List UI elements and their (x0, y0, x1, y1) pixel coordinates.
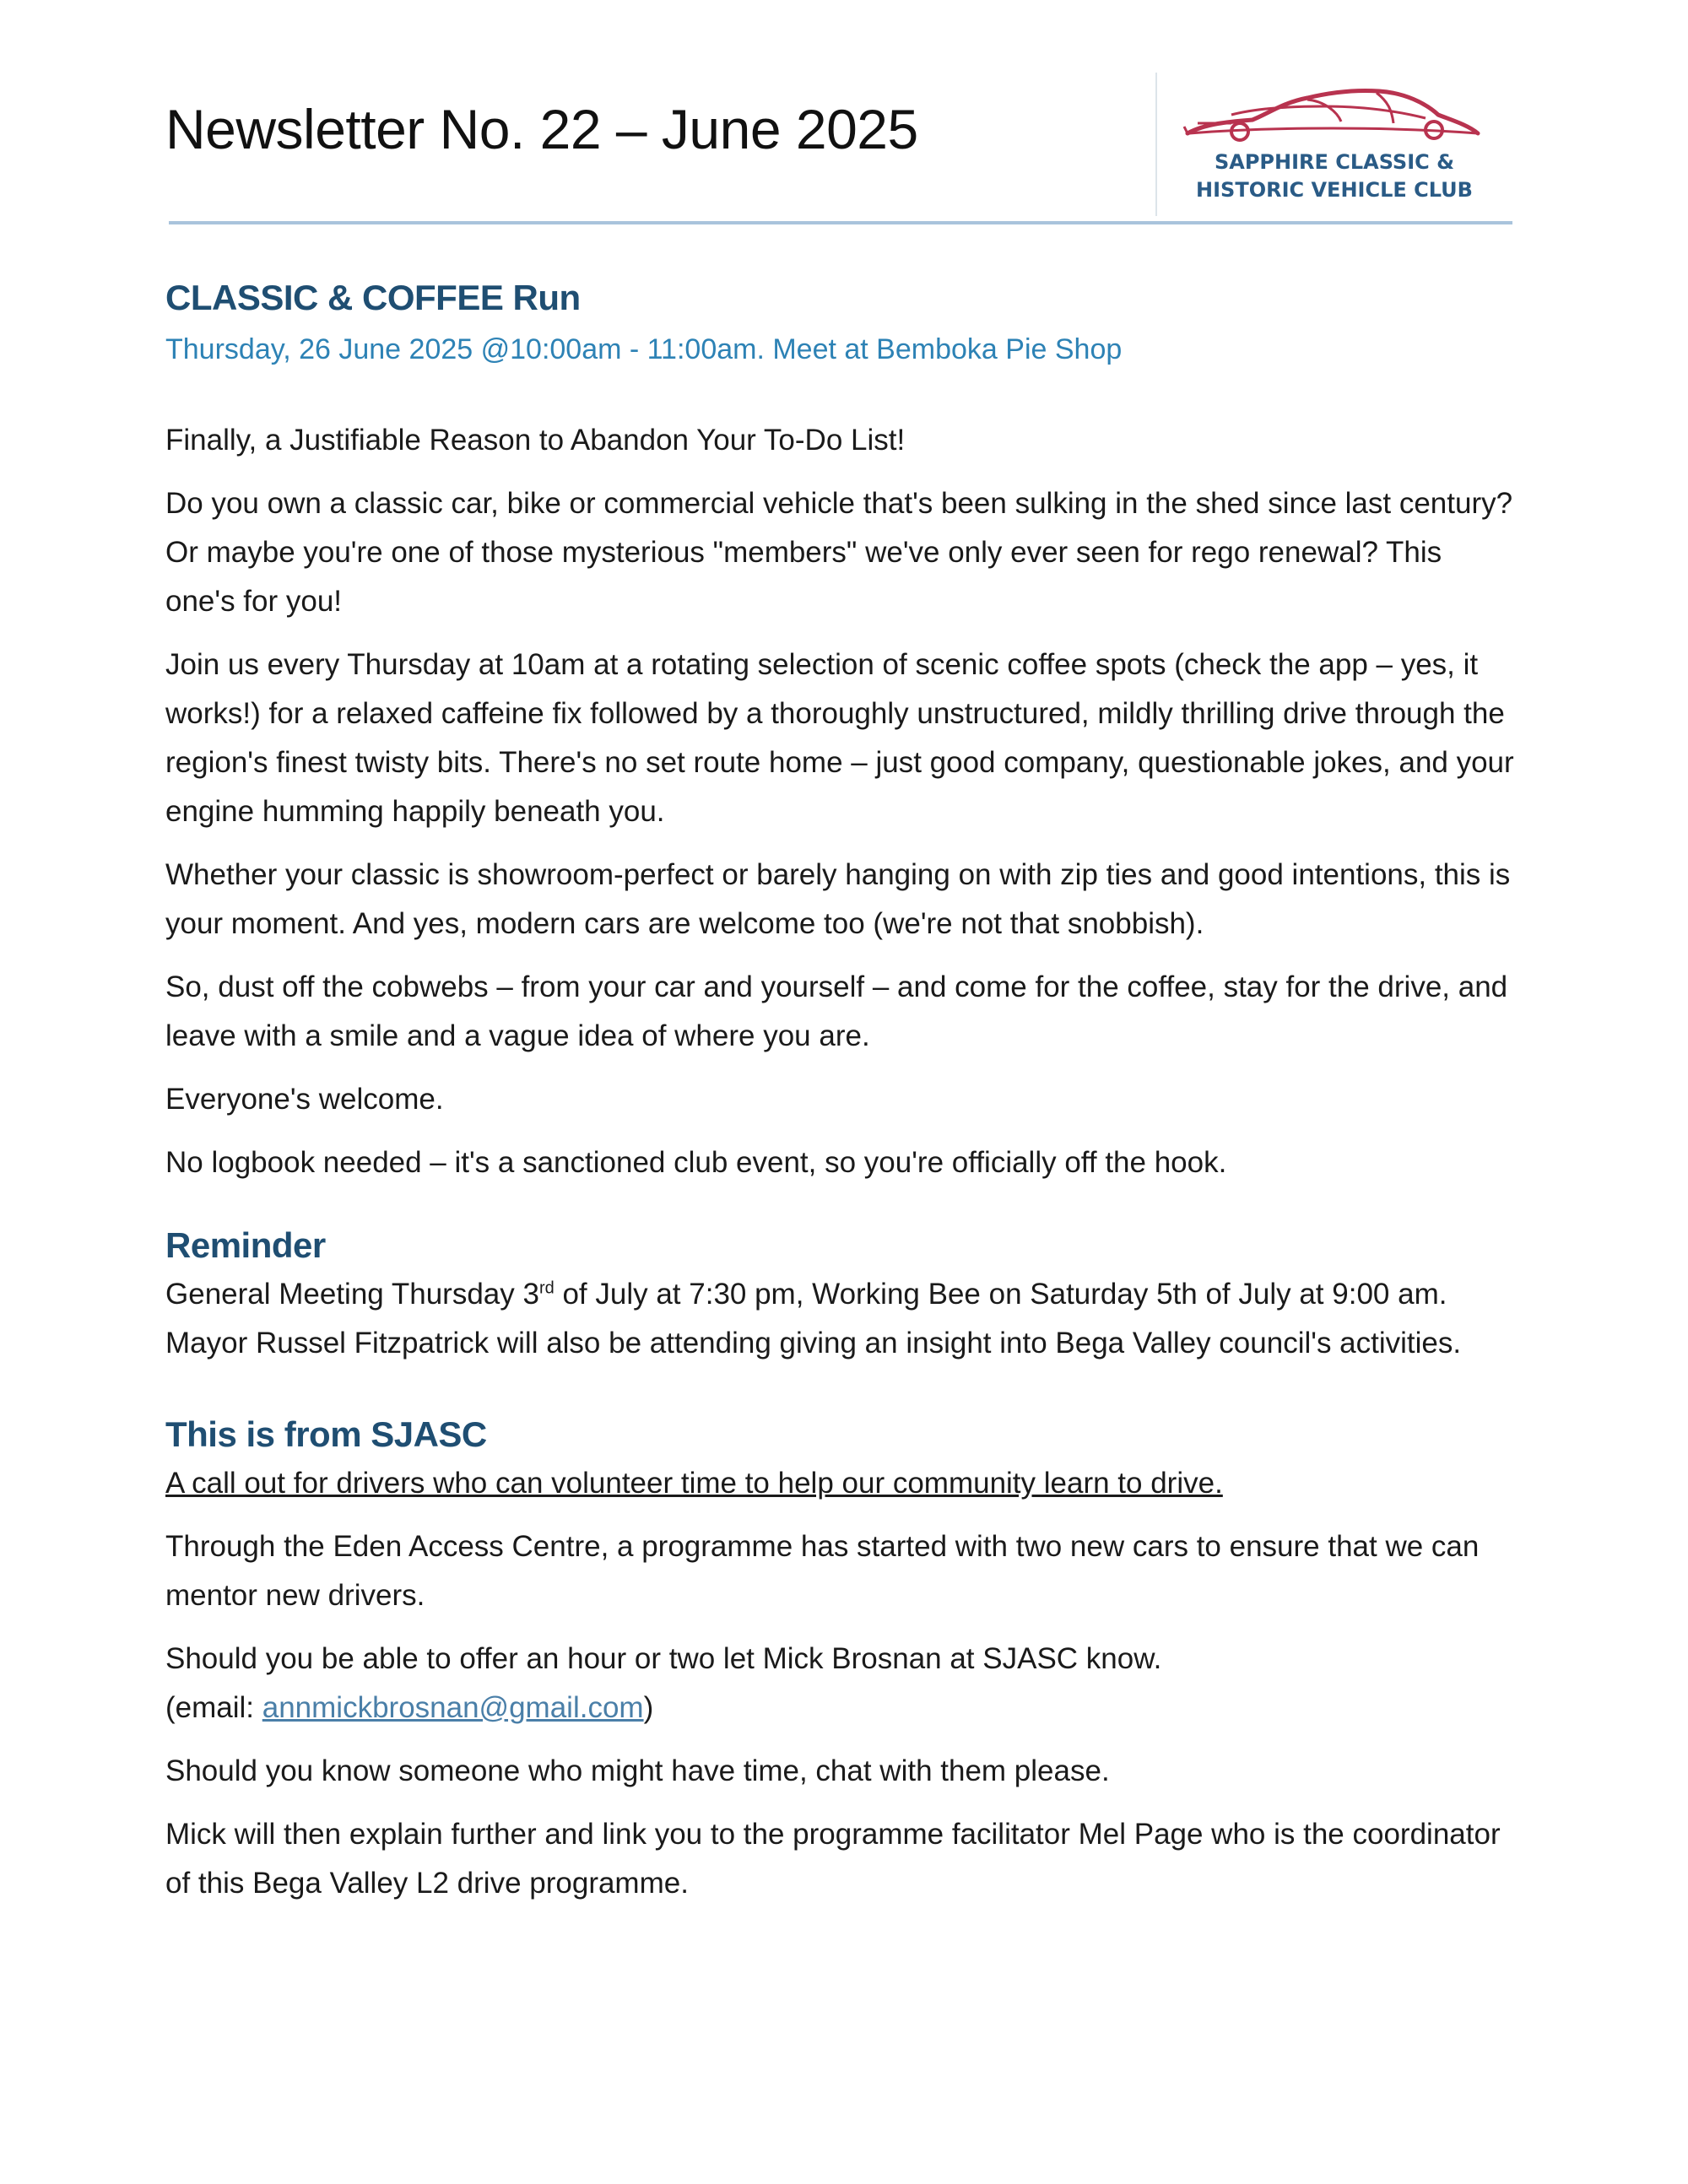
email-prefix: (email: (165, 1691, 262, 1724)
paragraph: Do you own a classic car, bike or commercial vehicle that's been sulking in the shed since last century? Or maybe you're one of those mysterious "members" we've only ever seen for rego renewal? This one's for you! (165, 487, 1513, 618)
logo-text (1166, 149, 1503, 204)
reminder-text-start: General Meeting Thursday 3 (165, 1278, 539, 1311)
classic-coffee-section (165, 274, 1516, 1187)
paragraph: Finally, a Justifiable Reason to Abandon Your To-Do List! (165, 424, 906, 457)
event-details: Thursday, 26 June 2025 @10:00am - 11:00am. Meet at Bemboka Pie Shop (165, 333, 1123, 365)
logo-line-2: HISTORIC VEHICLE CLUB (1196, 178, 1473, 202)
logo-divider (1155, 73, 1157, 216)
header (165, 91, 1516, 226)
logo-line-1: SAPPHIRE CLASSIC & (1214, 150, 1455, 174)
page-title: Newsletter No. 22 – June 2025 (165, 98, 918, 160)
email-link[interactable]: annmickbrosnan@gmail.com (262, 1691, 644, 1724)
paragraph: No logbook needed – it's a sanctioned club event, so you're officially off the hook. (165, 1146, 1227, 1179)
paragraph: Mick will then explain further and link you to the programme facilitator Mel Page who is the coordinator of this Bega Valley L2 drive programme. (165, 1818, 1501, 1900)
call-out-line: A call out for drivers who can volunteer time to help our community learn to drive. (165, 1467, 1223, 1500)
section-heading-sjasc: This is from SJASC (165, 1414, 487, 1454)
paragraph: So, dust off the cobwebs – from your car and yourself – and come for the coffee, stay for the drive, and leave with a smile and a vague idea of where you are. (165, 970, 1508, 1052)
club-logo (1166, 74, 1520, 222)
contact-paragraph (165, 1635, 1516, 1733)
section-heading-reminder: Reminder (165, 1225, 326, 1265)
classic-car-silhouette-icon (1181, 81, 1485, 149)
email-suffix: ) (643, 1691, 654, 1724)
section-heading-classic-coffee: CLASSIC & COFFEE Run (165, 278, 581, 317)
newsletter-body (165, 274, 1516, 1908)
sjasc-section (165, 1410, 1516, 1908)
paragraph: Everyone's welcome. (165, 1083, 444, 1116)
contact-line: Should you be able to offer an hour or two let Mick Brosnan at SJASC know. (165, 1642, 1162, 1675)
paragraph: Through the Eden Access Centre, a programme has started with two new cars to ensure that we can mentor new drivers. (165, 1530, 1480, 1612)
ordinal-suffix: rd (538, 1279, 555, 1298)
reminder-text (165, 1270, 1516, 1368)
reminder-text-end: of July at 7:30 pm, Working Bee on Saturday 5th of July at 9:00 am. Mayor Russel Fitzpatrick will also be attending giving an insight into Bega Valley council's activities. (165, 1278, 1462, 1360)
paragraph: Should you know someone who might have time, chat with them please. (165, 1754, 1110, 1787)
header-rule (169, 221, 1512, 224)
paragraph: Join us every Thursday at 10am at a rotating selection of scenic coffee spots (check the app – yes, it works!) for a relaxed caffeine fix followed by a thoroughly unstructured, mildly thrilling drive through the region's finest twisty bits. There's no set route home – just good company, questionable jokes, and your engine humming happily beneath you. (165, 648, 1514, 828)
reminder-section (165, 1221, 1516, 1368)
paragraph: Whether your classic is showroom-perfect or barely hanging on with zip ties and good intentions, this is your moment. And yes, modern cars are welcome too (we're not that snobbish). (165, 858, 1511, 940)
